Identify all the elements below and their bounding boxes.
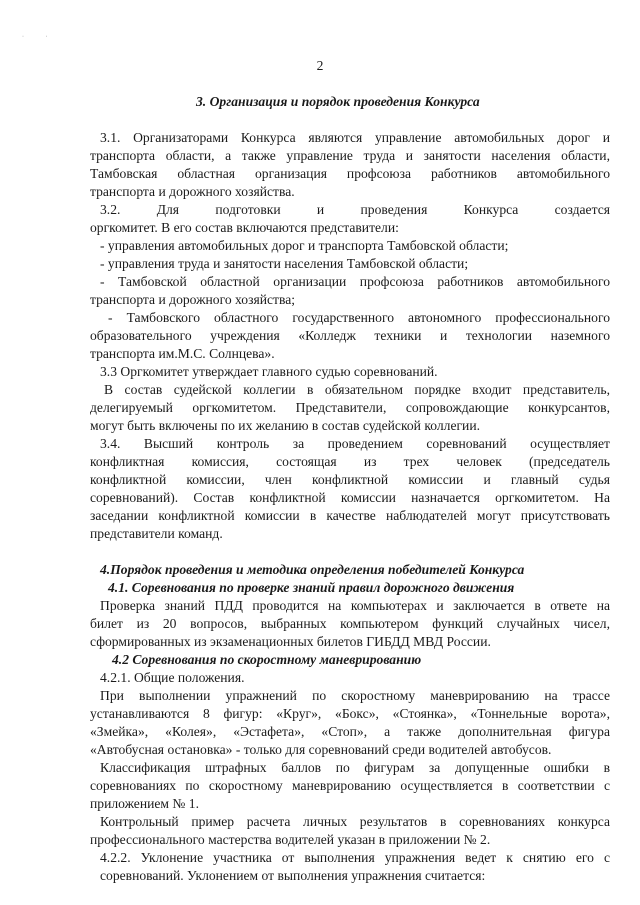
paragraph-line: конфликтной комиссии, член конфликтной комиссии и главный судья	[90, 472, 610, 487]
paragraph-line: могут быть включены по их желанию в состав судейской коллегии.	[90, 418, 480, 433]
paragraph-line: «Автобусная остановка» - только для соревнований среди водителей автобусов.	[90, 742, 552, 757]
paragraph-line: приложением № 1.	[90, 796, 199, 811]
list-item: - Тамбовской областной организации профсоюза работников автомобильного	[100, 274, 610, 289]
subsection-4-1-title: 4.1. Соревнования по проверке знаний правил дорожного движения	[108, 580, 515, 595]
paragraph-line: соревнованиях по скоростному маневрированию осуществляется в соответствии с	[90, 778, 610, 793]
paragraph-line: 3.2. Для подготовки и проведения Конкурса создается	[100, 202, 610, 217]
paragraph-line: соревнований). Состав конфликтной комиссии назначается оргкомитетом. На	[90, 490, 610, 505]
paragraph-line: При выполнении упражнений по скоростному маневрированию на трассе	[100, 688, 610, 703]
paragraph-line: транспорта и дорожного хозяйства.	[90, 184, 295, 199]
paragraph-line: 3.4. Высший контроль за проведением соревнований осуществляет	[100, 436, 610, 451]
section-4-title: 4.Порядок проведения и методика определения победителей Конкурса	[100, 562, 525, 577]
paragraph-line: конфликтная комиссия, состоящая из трех человек (председатель	[90, 454, 610, 469]
paragraph-line: 4.2.2. Уклонение участника от выполнения упражнения ведет к снятию его с	[100, 850, 610, 865]
paragraph-line: заседании конфликтной комиссии в качестве наблюдателей могут присутствовать	[90, 508, 610, 523]
paragraph-line: образовательного учреждения «Колледж техники и технологии наземного	[90, 328, 610, 343]
paragraph-line: оргкомитет. В его состав включаются представители:	[90, 220, 399, 235]
paragraph-line: 3.3 Оргкомитет утверждает главного судью соревнований.	[100, 364, 438, 379]
paragraph-line: 4.2.1. Общие положения.	[100, 670, 245, 685]
paragraph-line: представители команд.	[90, 526, 223, 541]
paragraph-line: 3.1. Организаторами Конкурса являются управление автомобильных дорог и	[100, 130, 610, 145]
paragraph-line: «Змейка», «Колея», «Эстафета», «Стоп», а также дополнительная фигура	[90, 724, 610, 739]
list-item: - управления труда и занятости населения Тамбовской области;	[100, 256, 469, 271]
paragraph-line: транспорта области, а также управление труда и занятости населения области,	[90, 148, 610, 163]
page-number: 2	[316, 58, 324, 73]
paragraph-line: транспорта им.М.С. Солнцева».	[90, 346, 275, 361]
paragraph-line: билет из 20 вопросов, выбранных компьютером функций случайных чисел,	[90, 616, 610, 631]
paragraph-line: Проверка знаний ПДД проводится на компьютерах и заключается в ответе на	[100, 598, 610, 613]
scan-corner-marks: · ·	[22, 34, 58, 40]
paragraph-line: транспорта и дорожного хозяйства;	[90, 292, 296, 307]
list-item: - Тамбовского областного государственного автономного профессионального	[108, 310, 610, 325]
section-3-title: 3. Организация и порядок проведения Конкурса	[196, 94, 480, 109]
paragraph-line: соревнований. Уклонением от выполнения упражнения считается:	[100, 868, 486, 883]
subsection-4-2-title: 4.2 Соревнования по скоростному маневрированию	[112, 652, 422, 667]
paragraph-line: Контрольный пример расчета личных результатов в соревнованиях конкурса	[100, 814, 610, 829]
paragraph-line: В состав судейской коллегии в обязательном порядке входит представитель,	[104, 382, 610, 397]
paragraph-line: сформированных из экзаменационных билетов ГИБДД МВД России.	[90, 634, 491, 649]
paragraph-line: профессионального мастерства водителей указан в приложении № 2.	[90, 832, 491, 847]
paragraph-line: делегируемый оргкомитетом. Представители, сопровождающие конкурсантов,	[90, 400, 610, 415]
list-item: - управления автомобильных дорог и транспорта Тамбовской области;	[100, 238, 509, 253]
paragraph-line: Тамбовская областная организация профсоюза работников автомобильного	[90, 166, 610, 181]
paragraph-line: устанавливаются 8 фигур: «Круг», «Бокс», «Стоянка», «Тоннельные ворота»,	[90, 706, 610, 721]
paragraph-line: Классификация штрафных баллов по фигурам за допущенные ошибки в	[100, 760, 610, 775]
